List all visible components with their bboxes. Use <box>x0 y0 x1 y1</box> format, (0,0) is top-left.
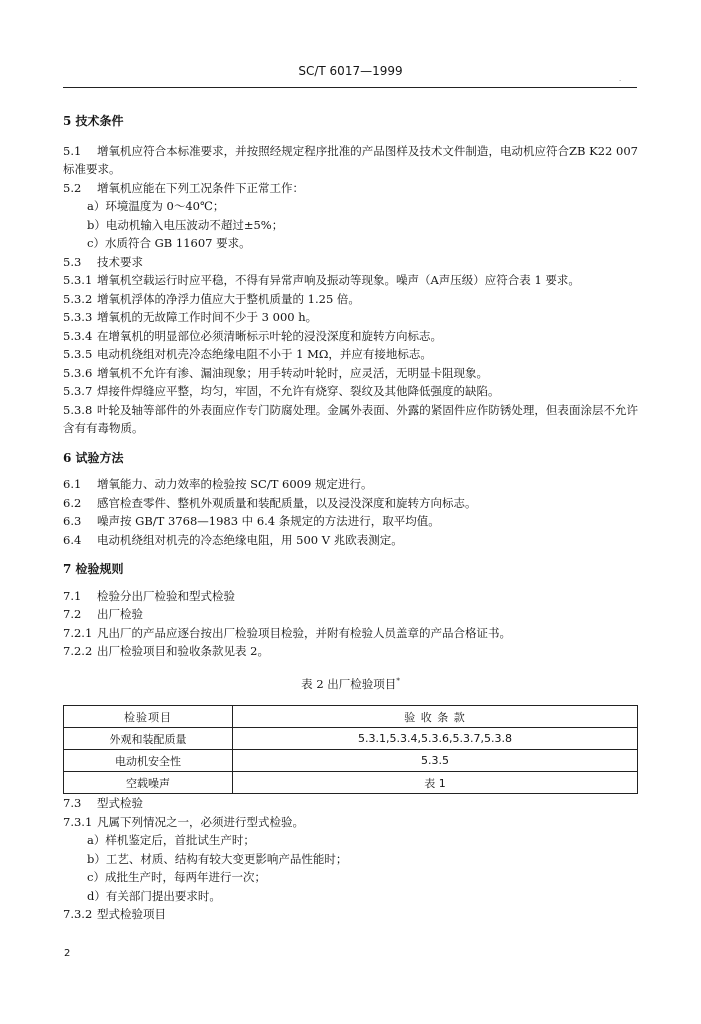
table-cell: 空载噪声 <box>64 772 233 794</box>
table-row <box>64 772 638 794</box>
list-item: c）成批生产时，每两年进行一次； <box>87 870 266 885</box>
clause-7-2-2 <box>63 642 638 661</box>
clause-text: 出厂检验项目和验收条款见表 2。 <box>97 644 269 658</box>
clause-number: 5.1 <box>63 143 82 158</box>
clause-6-2 <box>63 494 638 513</box>
clause-number: 5.3.8 <box>63 402 93 417</box>
clause-text: 电动机绕组对机壳冷态绝缘电阻不小于 1 MΩ，并应有接地标志。 <box>97 347 432 361</box>
clause-text: 型式检验项目 <box>97 907 166 922</box>
list-item: c）水质符合 GB 11607 要求。 <box>87 236 251 250</box>
clause-6-4 <box>63 531 638 550</box>
table-cell: 表 1 <box>233 772 638 794</box>
clause-number: 6.4 <box>63 532 82 547</box>
clause-5-1 <box>63 142 638 179</box>
clause-number: 5.3.3 <box>63 310 93 324</box>
page-number: 2 <box>64 948 71 959</box>
list-item: b）工艺、材质、结构有较大变更影响产品性能时； <box>87 851 348 866</box>
clause-text: 叶轮及轴等部件的外表面应作专门防腐处理。金属外表面、外露的紧固件应作防锈处理，但表面涂层不允许含有有毒物质。 <box>63 402 638 435</box>
clause-number: 5.3.2 <box>63 291 93 306</box>
table-row <box>64 728 638 750</box>
clause-text: 检验分出厂检验和型式检验 <box>97 588 235 603</box>
clause-number: 7.1 <box>63 588 82 603</box>
table-2 <box>63 705 638 794</box>
table-header-cell: 验 收 条 款 <box>233 706 638 728</box>
clause-number: 7.2.2 <box>63 644 93 658</box>
clause-text: 噪声按 GB/T 3768—1983 中 6.4 条规定的方法进行，取平均值。 <box>97 514 440 528</box>
clause-text: 凡出厂的产品应逐台按出厂检验项目检验，并附有检验人员盖章的产品合格证书。 <box>97 625 511 640</box>
clause-text: 增氧机应符合本标准要求，并按照经规定程序批准的产品图样及技术文件制造，电动机应符合ZB K22 007标准要求。 <box>63 143 638 176</box>
clause-7-1 <box>63 587 638 606</box>
table-header-row <box>64 706 638 728</box>
clause-number: 5.3.4 <box>63 328 93 343</box>
clause-5-3 <box>63 253 638 272</box>
list-item: d）有关部门提出要求时。 <box>87 888 221 903</box>
clause-text: 增氧机应能在下列工况条件下正常工作： <box>97 180 304 195</box>
clause-number: 6.3 <box>63 514 82 528</box>
section-5-title: 5 技术条件 <box>63 114 124 128</box>
clause-number: 6.2 <box>63 495 82 510</box>
clause-text: 电动机绕组对机壳的冷态绝缘电阻，用 500 V 兆欧表测定。 <box>97 532 403 547</box>
clause-text: 增氧机空载运行时应平稳，不得有异常声响及振动等现象。噪声（A声压级）应符合表 1 要求。 <box>97 273 580 287</box>
table-cell: 5.3.1,5.3.4,5.3.6,5.3.7,5.3.8 <box>233 728 638 750</box>
clause-5-3-3 <box>63 308 638 327</box>
clause-number: 5.3.6 <box>63 365 93 380</box>
header-rule <box>63 87 637 88</box>
caption-text: 表 2 出厂检验项目 <box>301 676 397 691</box>
list-item: b）电动机输入电压波动不超过±5%； <box>87 217 284 232</box>
table-cell: 5.3.5 <box>233 750 638 772</box>
clause-text: 凡属下列情况之一，必须进行型式检验。 <box>97 814 304 829</box>
clause-7-3-1 <box>63 813 638 832</box>
clause-number: 5.2 <box>63 180 82 195</box>
clause-text: 出厂检验 <box>97 607 143 621</box>
clause-7-2 <box>63 605 638 624</box>
clause-7-3-2 <box>63 905 638 924</box>
clause-text: 在增氧机的明显部位必须清晰标示叶轮的浸没深度和旋转方向标志。 <box>97 328 442 343</box>
clause-number: 7.2.1 <box>63 625 93 640</box>
clause-5-3-5 <box>63 345 638 364</box>
clause-text: 增氧机浮体的净浮力值应大于整机质量的 1.25 倍。 <box>97 291 360 306</box>
clause-text: 技术要求 <box>97 254 143 269</box>
clause-5-3-1 <box>63 271 638 290</box>
table-row <box>64 750 638 772</box>
clause-number: 6.1 <box>63 477 82 491</box>
section-7-title: 7 检验规则 <box>63 562 124 576</box>
clause-6-3 <box>63 512 638 531</box>
clause-number: 5.3.7 <box>63 384 93 398</box>
clause-text: 增氧机不允许有渗、漏油现象；用手转动叶轮时，应灵活，无明显卡阻现象。 <box>97 365 488 380</box>
scan-dot: · <box>619 78 621 85</box>
clause-5-2 <box>63 179 638 198</box>
list-item: a）样机鉴定后，首批试生产时； <box>87 833 255 848</box>
clause-5-3-4 <box>63 327 638 346</box>
caption-mark: * <box>396 677 400 685</box>
clause-number: 7.3 <box>63 796 82 811</box>
table-2-caption <box>63 672 638 694</box>
standard-code-header: SC/T 6017—1999 <box>298 64 403 78</box>
clause-7-2-1 <box>63 624 638 643</box>
clause-text: 型式检验 <box>97 796 143 811</box>
list-item: a）环境温度为 0～40℃； <box>87 199 225 213</box>
clause-text: 焊接件焊缝应平整，均匀，牢固，不允许有烧穿、裂纹及其他降低强度的缺陷。 <box>97 384 500 398</box>
clause-number: 5.3 <box>63 254 82 269</box>
table-header-cell: 检验项目 <box>64 706 233 728</box>
clause-text: 感官检查零件、整机外观质量和装配质量，以及浸没深度和旋转方向标志。 <box>97 495 477 510</box>
table-cell: 外观和装配质量 <box>64 728 233 750</box>
clause-number: 7.3.1 <box>63 814 93 829</box>
clause-7-3 <box>63 794 638 813</box>
clause-5-3-6 <box>63 364 638 383</box>
clause-text: 增氧能力、动力效率的检验按 SC/T 6009 规定进行。 <box>97 477 373 491</box>
clause-number: 5.3.5 <box>63 347 93 361</box>
clause-5-3-8 <box>63 401 638 438</box>
document-body <box>63 112 638 924</box>
clause-text: 增氧机的无故障工作时间不少于 3 000 h。 <box>97 310 318 324</box>
clause-5-3-2 <box>63 290 638 309</box>
clause-5-3-7 <box>63 382 638 401</box>
section-6-title: 6 试验方法 <box>63 450 124 465</box>
table-cell: 电动机安全性 <box>64 750 233 772</box>
clause-6-1 <box>63 475 638 494</box>
clause-number: 5.3.1 <box>63 273 93 287</box>
clause-number: 7.3.2 <box>63 907 93 922</box>
clause-number: 7.2 <box>63 607 82 621</box>
